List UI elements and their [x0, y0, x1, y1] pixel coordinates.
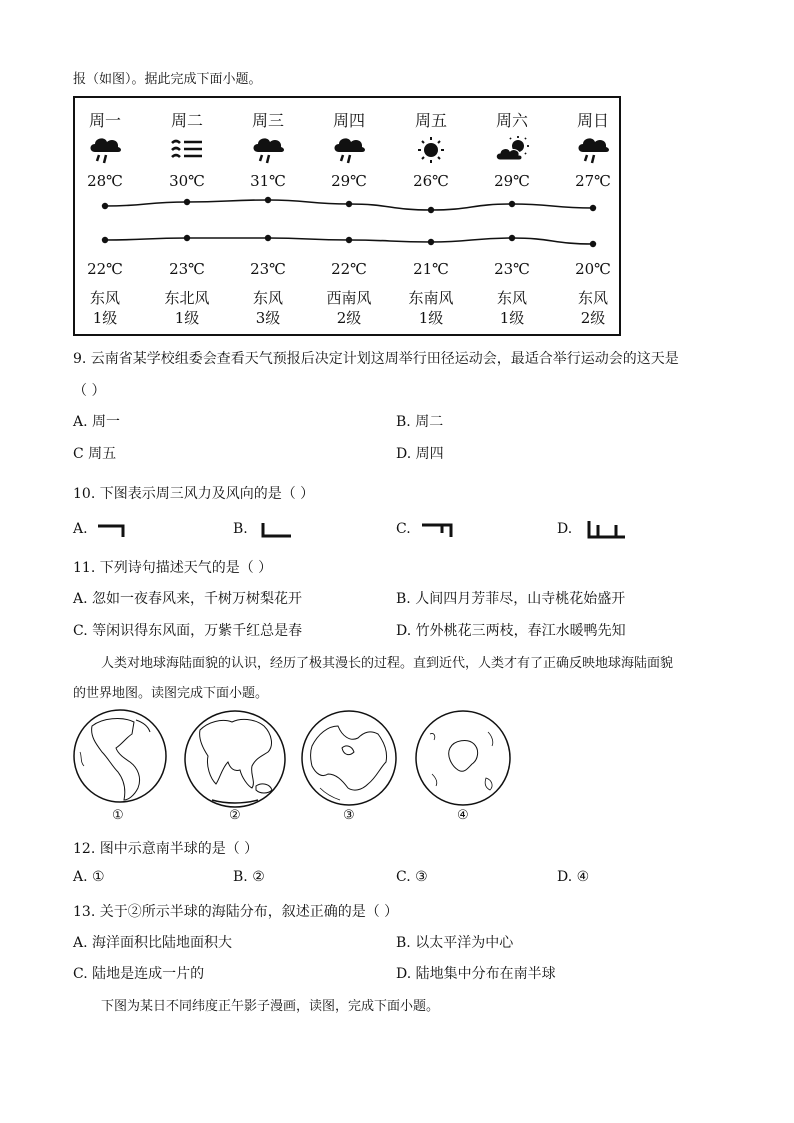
- partly-cloudy-icon: [494, 134, 530, 166]
- wind-symbol-a-icon: [95, 520, 129, 540]
- passage-shadows: 下图为某日不同纬度正午影子漫画，读图，完成下面小题。: [101, 999, 440, 1014]
- low-temp-point: [184, 235, 190, 241]
- q10-option-b[interactable]: [233, 521, 248, 537]
- wind-symbol-c-icon: [420, 520, 456, 540]
- q11-option-a[interactable]: A. 忽如一夜春风来，千树万树梨花开: [73, 591, 303, 607]
- southern-hemisphere-globe-icon: [414, 708, 512, 808]
- rain-cloud-icon: [575, 134, 611, 166]
- sun-icon: [413, 134, 449, 166]
- weather-wind-level: 1级: [92, 309, 118, 327]
- q10-option-c[interactable]: [396, 521, 411, 537]
- northern-hemisphere-globe-icon: [300, 708, 398, 808]
- q13-option-d[interactable]: D. 陆地集中分布在南半球: [396, 966, 556, 982]
- weather-day-label: 周四: [332, 111, 365, 130]
- weather-day-label: 周六: [495, 111, 528, 130]
- weather-forecast-box: [73, 96, 621, 336]
- western-hemisphere-globe-icon: [72, 708, 168, 806]
- weather-high-temp: 30℃: [169, 172, 205, 190]
- q11-option-d[interactable]: D. 竹外桃花三两枝，春江水暖鸭先知: [396, 623, 626, 639]
- q11-option-c[interactable]: C. 等闲识得东风面，万紫千红总是春: [73, 623, 303, 639]
- q9-option-b[interactable]: B. 周二: [396, 414, 444, 430]
- q13-option-a[interactable]: A. 海洋面积比陆地面积大: [73, 935, 233, 951]
- high-temp-point: [590, 205, 596, 211]
- weather-high-temp: 28℃: [87, 172, 123, 190]
- weather-high-temp: 29℃: [494, 172, 530, 190]
- q10-option-b-label: B.: [233, 521, 248, 537]
- weather-day-label: 周三: [251, 111, 284, 130]
- weather-day-label: 周五: [414, 111, 447, 130]
- weather-low-temp: 21℃: [413, 260, 449, 278]
- weather-high-temp: 31℃: [250, 172, 286, 190]
- eastern-hemisphere-globe-icon: [182, 708, 288, 810]
- q10-option-d-label: D.: [557, 521, 573, 537]
- low-temp-point: [346, 237, 352, 243]
- high-temp-point: [509, 201, 515, 207]
- q10-option-a-label: A.: [73, 521, 88, 537]
- passage-maps-line2: 的世界地图。读图完成下面小题。: [73, 686, 269, 701]
- weather-wind-level: 3级: [255, 309, 281, 327]
- weather-wind-direction: 东北风: [164, 289, 210, 307]
- low-temp-point: [265, 235, 271, 241]
- q9-option-c[interactable]: C 周五: [73, 446, 117, 462]
- globe-label-4: ④: [457, 808, 469, 823]
- q10-option-c-label: C.: [396, 521, 411, 537]
- q11-stem: 11. 下列诗句描述天气的是（ ）: [73, 560, 273, 576]
- weather-wind-level: 1级: [418, 309, 444, 327]
- passage-maps-line1: 人类对地球海陆面貌的认识，经历了极其漫长的过程。直到近代，人类才有了正确反映地球海陆面貌: [101, 656, 674, 671]
- weather-low-temp: 23℃: [494, 260, 530, 278]
- q10-stem: 10. 下图表示周三风力及风向的是（ ）: [73, 486, 315, 502]
- q12-option-a[interactable]: A. ①: [73, 869, 105, 885]
- globe-label-2: ②: [229, 808, 241, 823]
- rain-cloud-icon: [331, 134, 367, 166]
- wind-symbol-d-icon: [585, 519, 629, 541]
- fog-icon: [169, 134, 205, 166]
- weather-wind-direction: 东风: [577, 289, 608, 307]
- low-temp-point: [428, 239, 434, 245]
- weather-wind-direction: 东风: [252, 289, 283, 307]
- globe-label-3: ③: [343, 808, 355, 823]
- q12-option-c[interactable]: C. ③: [396, 869, 428, 885]
- weather-wind-level: 2级: [336, 309, 362, 327]
- weather-low-temp: 20℃: [575, 260, 611, 278]
- low-temp-point: [102, 237, 108, 243]
- q12-option-d[interactable]: D. ④: [557, 869, 590, 885]
- high-temp-point: [102, 203, 108, 209]
- weather-high-temp: 26℃: [413, 172, 449, 190]
- low-temp-point: [590, 241, 596, 247]
- wind-symbol-b-icon: [259, 520, 295, 540]
- globe-label-1: ①: [112, 808, 124, 823]
- weather-wind-level: 1级: [174, 309, 200, 327]
- weather-low-temp: 22℃: [87, 260, 123, 278]
- high-temp-point: [265, 197, 271, 203]
- q9-option-d[interactable]: D. 周四: [396, 446, 444, 462]
- q12-stem: 12. 图中示意南半球的是（ ）: [73, 841, 259, 857]
- weather-wind-direction: 东风: [89, 289, 120, 307]
- weather-low-temp: 22℃: [331, 260, 367, 278]
- high-temp-point: [346, 201, 352, 207]
- weather-day-label: 周日: [576, 111, 609, 130]
- weather-wind-level: 2级: [580, 309, 606, 327]
- weather-high-temp: 29℃: [331, 172, 367, 190]
- q9-stem: 9. 云南省某学校组委会查看天气预报后决定计划这周举行田径运动会，最适合举行运动会的这天是: [73, 351, 679, 367]
- q10-option-d[interactable]: [557, 521, 572, 537]
- q9-option-a[interactable]: A. 周一: [73, 414, 121, 430]
- rain-cloud-icon: [250, 134, 286, 166]
- q9-paren: （ ）: [73, 383, 106, 399]
- q13-option-c[interactable]: C. 陆地是连成一片的: [73, 966, 205, 982]
- weather-day-label: 周二: [170, 111, 203, 130]
- q13-stem: 13. 关于②所示半球的海陆分布，叙述正确的是（ ）: [73, 904, 399, 920]
- q13-option-b[interactable]: B. 以太平洋为中心: [396, 935, 514, 951]
- globes-figure: [72, 708, 492, 828]
- weather-day-label: 周一: [88, 111, 121, 130]
- weather-wind-direction: 东南风: [408, 289, 454, 307]
- weather-wind-direction: 西南风: [326, 289, 372, 307]
- low-temp-point: [509, 235, 515, 241]
- q11-option-b[interactable]: B. 人间四月芳菲尽，山寺桃花始盛开: [396, 591, 626, 607]
- q10-option-a[interactable]: [73, 521, 88, 537]
- weather-low-temp: 23℃: [169, 260, 205, 278]
- high-temp-point: [184, 199, 190, 205]
- q12-option-b[interactable]: B. ②: [233, 869, 265, 885]
- weather-wind-level: 1级: [499, 309, 525, 327]
- rain-cloud-icon: [87, 134, 123, 166]
- high-temp-point: [428, 207, 434, 213]
- weather-high-temp: 27℃: [575, 172, 611, 190]
- weather-wind-direction: 东风: [496, 289, 527, 307]
- intro-line: 报（如图）。据此完成下面小题。: [73, 72, 262, 87]
- weather-low-temp: 23℃: [250, 260, 286, 278]
